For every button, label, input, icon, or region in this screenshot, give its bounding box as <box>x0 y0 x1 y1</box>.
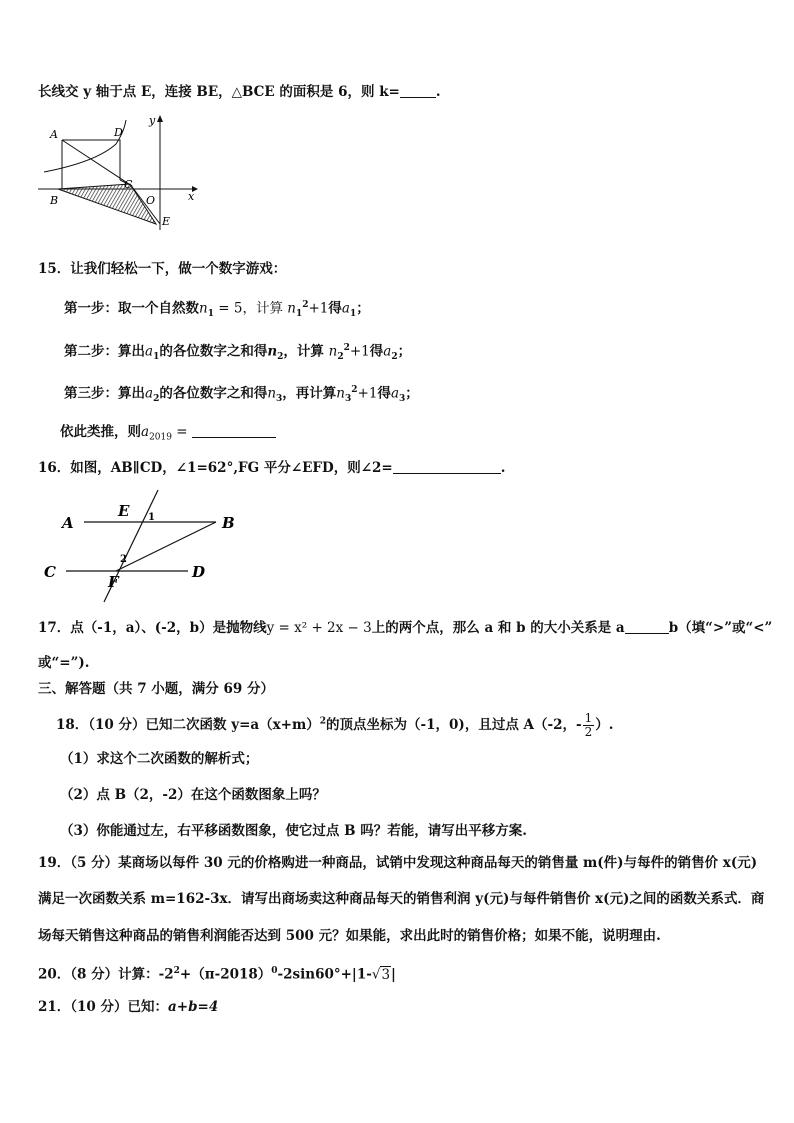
fraction-one-half: $\frac{1}{2}$ <box>584 711 593 739</box>
label-D: D <box>114 126 123 139</box>
answer-blank <box>192 423 276 438</box>
q15-last: 依此类推，则$a_{2019}$ = <box>60 423 276 447</box>
q18-part3: （3）你能通过左，右平移函数图象，使它过点 B 吗？若能，请写出平移方案. <box>60 823 527 839</box>
label-F: F <box>108 573 119 591</box>
label-y: y <box>149 114 156 127</box>
q18-stem: 18．（10 分）已知二次函数 $y=a(x+m)^2$的顶点坐标为（-1，0)，且过点 A（-2，- $\frac{1}{2}$ ）. <box>56 711 614 739</box>
label-E: E <box>162 215 171 228</box>
q14-text: 长线交 y 轴于点 E，连接 BE，△BCE 的面积是 6，则 k= . <box>38 84 441 100</box>
figure-q14 <box>36 112 206 232</box>
angle-1-label: 1 <box>148 512 155 523</box>
q16-text: 16．如图，AB∥CD，∠1=62°,FG 平分∠EFD，则∠2= . <box>38 460 506 476</box>
shaded-triangle <box>58 184 156 224</box>
label-E: E <box>118 502 130 520</box>
q20-text: 20．（8 分）计算：$-2^2+(\pi-2018)^0-2\sin 60^\circ+|1-√3|$ <box>38 966 396 983</box>
q19-line3: 场每天销售这种商品的销售利润能否达到 500 元？如果能，求出此时的销售价格；如果不能，说明理由. <box>38 928 661 944</box>
label-B: B <box>222 514 235 532</box>
figure-q16 <box>40 484 250 604</box>
label-x: x <box>188 190 195 203</box>
label-C: C <box>124 178 133 191</box>
section-title: 三、解答题（共 7 小题，满分 69 分） <box>38 681 274 697</box>
q19-line1: 19．（5 分）某商场以每件 30 元的价格购进一种商品，试销中发现这种商品每天的销售量 m(件)与每件的销售价 x(元) <box>38 855 758 871</box>
q17-line2: 或“=”). <box>38 655 90 671</box>
label-B: B <box>50 194 59 207</box>
q21-text: 21．（10 分）已知：a+b=4 <box>38 999 219 1015</box>
label-A: A <box>62 514 74 532</box>
q18-part2: （2）点 B（2，-2）在这个函数图象上吗？ <box>60 787 326 803</box>
angle-2-label: 2 <box>120 554 127 565</box>
q18-part1: （1）求这个二次函数的解析式； <box>60 751 259 767</box>
q19-line2: 满足一次函数关系 m=162-3x．请写出商场卖这种商品每天的销售利润 y(元)与每件销售价 x(元)之间的函数关系式．商 <box>38 891 765 907</box>
label-C: C <box>44 563 56 581</box>
y-arrow-icon <box>157 115 163 122</box>
label-D: D <box>192 563 206 581</box>
label-O: O <box>146 194 156 207</box>
q17-line1: 17．点（-1，a）、(-2，b）是抛物线y = x² + 2x − 3上的两个点，那么 a 和 b 的大小关系是 a b（填“>”或“<” <box>38 620 773 636</box>
answer-blank <box>625 619 669 634</box>
q15-step2: 第二步：算出$a_1$的各位数字之和得$n_2$，计算 $n_2^2+1$得$a_2$； <box>64 343 412 363</box>
q15-step1: 第一步：取一个自然数$n_1 = 5$，计算 $n_1^2+1$得$a_1$； <box>64 300 370 320</box>
label-A: A <box>50 128 58 141</box>
answer-blank <box>393 459 501 474</box>
q15-intro: 15．让我们轻松一下，做一个数字游戏： <box>38 261 287 277</box>
answer-blank <box>400 83 436 98</box>
q15-step3: 第三步：算出$a_2$的各位数字之和得$n_3$，再计算$n_3^2+1$得$a_3$； <box>64 385 419 405</box>
